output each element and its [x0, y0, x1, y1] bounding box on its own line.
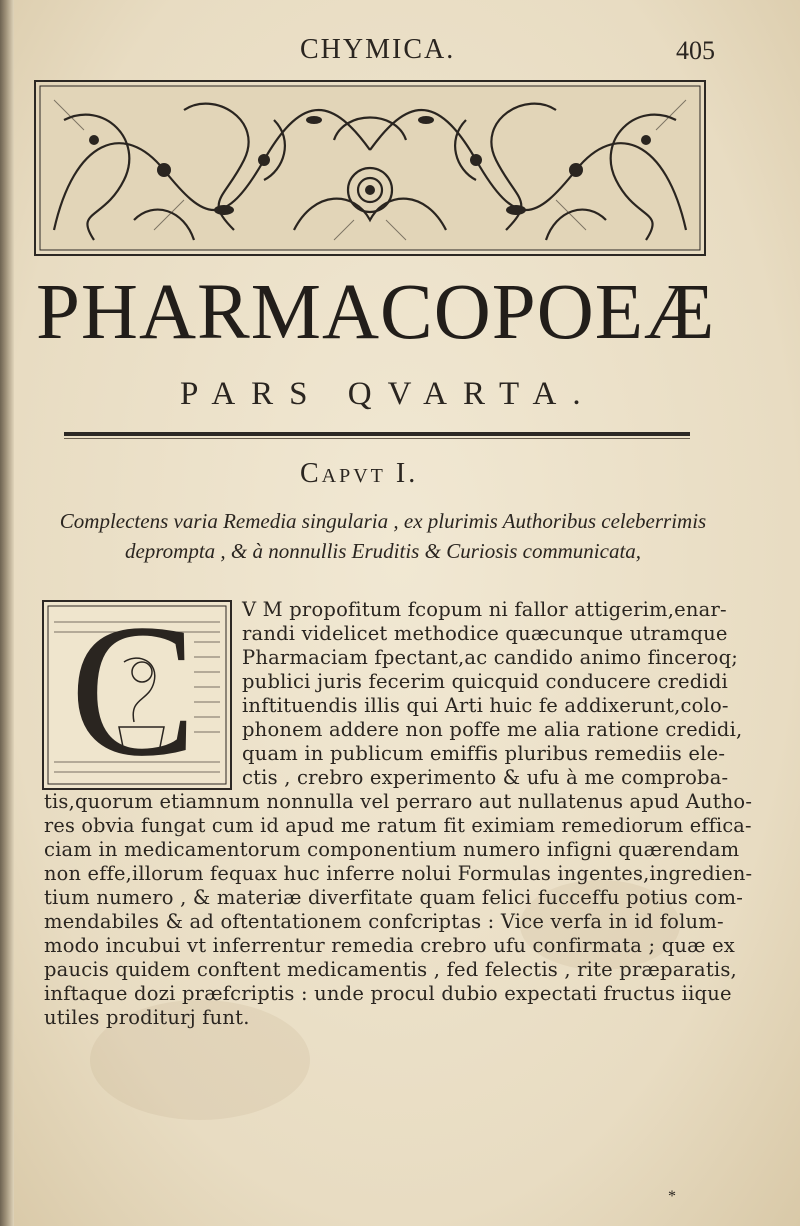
running-title: CHYMICA.: [300, 34, 456, 65]
text-line: inftaque dozi præfcriptis : unde procul dubio expectati fructus iique: [44, 982, 732, 1005]
text-line: non effe,illorum fequax huc inferre nolui Formulas ingentes,ingredien-: [44, 862, 753, 885]
text-line: utiles proditurj funt.: [44, 1006, 250, 1029]
text-line: inftituendis illis qui Arti huic fe addixerunt,colo-: [242, 694, 729, 717]
catchword: *: [668, 1188, 676, 1205]
text-line: mendabiles & ad oftentationem confcriptas : Vice verfa in id folum-: [44, 910, 724, 933]
text-line: tis,quorum etiamnum nonnulla vel perraro aut nullatenus apud Autho-: [44, 790, 753, 813]
summary-line: deprompta , & à nonnullis Eruditis & Curiosis communicata,: [124, 539, 642, 563]
decorated-initial-letter-icon: [42, 586, 232, 796]
main-title: PHARMACOPOEÆ: [36, 269, 716, 356]
text-line: ctis , crebro experimento & ufu à me comproba-: [242, 766, 729, 789]
floral-headpiece-ornament-icon: [34, 80, 706, 256]
sub-title: PARS QVARTA.: [180, 376, 597, 412]
text-line: ciam in medicamentorum componentium numero infigni quærendam: [44, 838, 740, 861]
page-gutter: [0, 0, 14, 1226]
page-number: 405: [676, 36, 715, 65]
text-line: res obvia fungat cum id apud me ratum fit eximiam remediorum effica-: [44, 814, 752, 837]
summary-line: Complectens varia Remedia singularia , ex plurimis Authoribus celeberrimis: [59, 509, 707, 533]
text-line: quam in publicum emiffis pluribus remediis ele-: [242, 742, 726, 765]
text-line: randi videlicet methodice quæcunque utramque: [242, 622, 728, 645]
running-head: [0, 34, 800, 74]
initial-letter: C: [70, 586, 197, 796]
divider-rule: [64, 432, 690, 436]
text-line: phonem addere non poffe me alia ratione credidi,: [242, 718, 743, 741]
text-line: paucis quidem conftent medicamentis , fed felectis , rite præparatis,: [44, 958, 737, 981]
text-line: Pharmaciam fpectant,ac candido animo finceroq;: [242, 646, 739, 669]
text-line: modo incubui vt inferrentur remedia crebro ufu confirmata ; quæ ex: [44, 934, 736, 957]
chapter-summary: [38, 506, 728, 566]
text-line: V M propofitum fcopum ni fallor attigerim,enar-: [242, 598, 727, 621]
divider-rule-thin: [64, 438, 690, 439]
chapter-heading: Capvt I.: [300, 458, 419, 489]
text-line: tium numero , & materiæ diverfitate quam felici fucceffu potius com-: [44, 886, 744, 909]
text-line: publici juris fecerim quicquid conducere credidi: [242, 670, 728, 693]
